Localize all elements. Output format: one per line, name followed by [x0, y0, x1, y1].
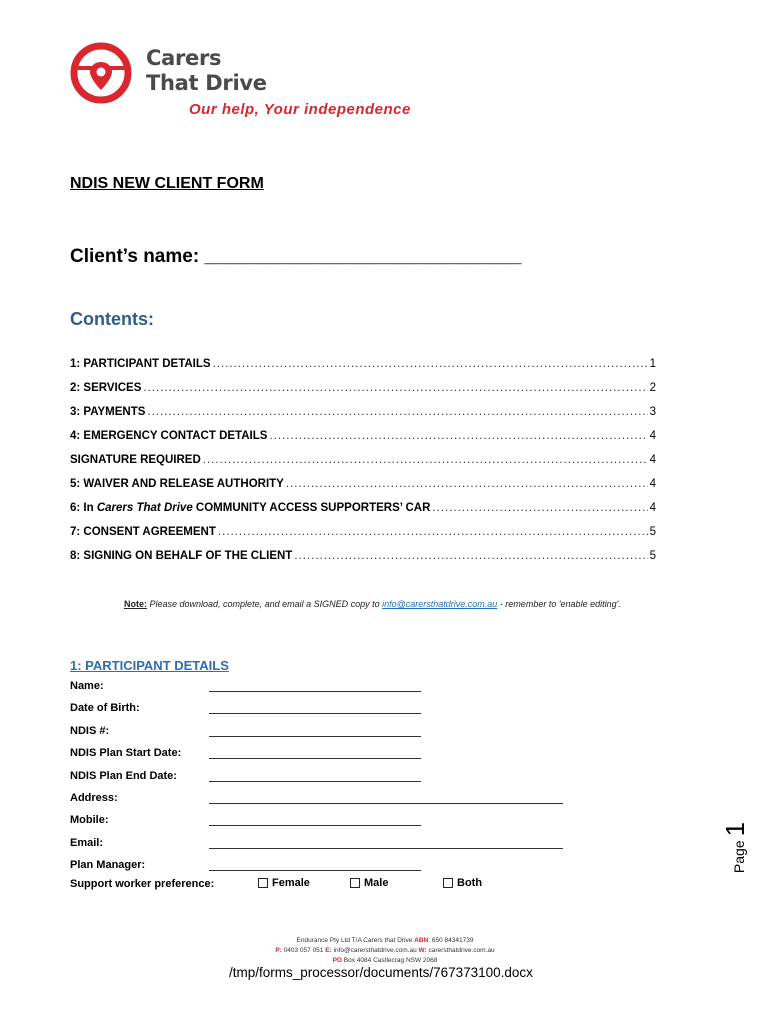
toc-item[interactable]: [70, 406, 656, 430]
phone-value: 0403 057 051: [281, 947, 326, 954]
toc-label: 8: SIGNING ON BEHALF OF THE CLIENT: [70, 550, 293, 562]
toc-item[interactable]: [70, 430, 656, 454]
option-male[interactable]: [350, 877, 388, 889]
option-label: Male: [364, 877, 389, 889]
field-label: Plan Manager:: [70, 859, 146, 872]
note-suffix: - remember to 'enable editing'.: [497, 599, 621, 609]
phone-label: P:: [275, 947, 282, 954]
toc-leader: [143, 382, 647, 394]
toc-page: 4: [649, 502, 656, 514]
toc-label-prefix: 6: In: [70, 502, 97, 514]
option-label: Female: [272, 877, 310, 889]
page-number-marker: [720, 820, 758, 874]
plan-start-input-line[interactable]: [209, 758, 421, 759]
po-label: PO: [332, 957, 342, 964]
field-label: Date of Birth:: [70, 702, 140, 715]
form-title: NDIS NEW CLIENT FORM: [70, 175, 264, 192]
footer-company: Endurance Pty Ltd T/A Carers that Drive: [296, 937, 415, 944]
participant-fields: [70, 677, 590, 879]
checkbox-icon[interactable]: [350, 878, 360, 888]
toc-item[interactable]: [70, 478, 656, 502]
option-label: Both: [457, 877, 483, 889]
logo-line-2: That Drive: [146, 71, 267, 95]
date-of-birth-input-line[interactable]: [209, 713, 421, 714]
instruction-note: [124, 599, 621, 609]
field-label: Email:: [70, 836, 104, 849]
checkbox-icon[interactable]: [258, 878, 268, 888]
toc-page: 4: [649, 478, 656, 490]
logo-line-1: Carers: [146, 46, 222, 70]
note-prefix: Note:: [124, 599, 147, 609]
toc-page: 5: [649, 526, 656, 538]
contents-heading: Contents:: [70, 309, 154, 329]
steering-wheel-pin-icon: [68, 40, 134, 106]
tagline: Our help, Your independence: [189, 101, 411, 118]
email-input-line[interactable]: [209, 848, 563, 849]
toc-page: 5: [649, 550, 656, 562]
name-input-line[interactable]: [209, 691, 421, 692]
toc-item[interactable]: [70, 550, 656, 574]
abn-value: : 650 84341739: [428, 937, 474, 944]
toc-label: 1: PARTICIPANT DETAILS: [70, 358, 211, 370]
toc-label: 3: PAYMENTS: [70, 406, 146, 418]
note-email-link[interactable]: info@carersthatdrive.com.au: [382, 599, 498, 609]
name-row: [70, 677, 590, 699]
email-value: info@carersthatdrive.com.au: [331, 947, 419, 954]
po-value: Box 4084 Castlecrag NSW 2068: [342, 957, 438, 964]
field-label: NDIS Plan End Date:: [70, 769, 177, 782]
table-of-contents: [70, 358, 656, 574]
toc-label-italic: Carers That Drive: [96, 502, 193, 514]
option-both[interactable]: [443, 877, 482, 889]
address-row: [70, 789, 590, 811]
plan-end-row: [70, 767, 590, 789]
plan-manager-input-line[interactable]: [209, 870, 421, 871]
mobile-input-line[interactable]: [209, 825, 421, 826]
plan-end-input-line[interactable]: [209, 781, 421, 782]
toc-label: 2: SERVICES: [70, 382, 142, 394]
toc-item[interactable]: [70, 382, 656, 406]
footer-line-1: [200, 936, 570, 946]
toc-label-suffix: COMMUNITY ACCESS SUPPORTERS’ CAR: [192, 502, 431, 514]
toc-label: 7: CONSENT AGREEMENT: [70, 526, 216, 538]
email-label: E:: [325, 947, 332, 954]
footer-line-2: [200, 946, 570, 956]
toc-page: 4: [649, 430, 656, 442]
client-name-field[interactable]: Client’s name: ______________________________: [70, 246, 522, 267]
date-of-birth-row: [70, 699, 590, 721]
toc-item[interactable]: [70, 358, 656, 382]
web-value: carersthatdrive.com.au: [426, 947, 495, 954]
toc-item[interactable]: [70, 454, 656, 478]
page-number: 1: [720, 821, 751, 837]
address-input-line[interactable]: [209, 803, 563, 804]
toc-leader: [203, 454, 648, 466]
logo-wordmark: [146, 46, 267, 96]
toc-page: 3: [649, 406, 656, 418]
option-female[interactable]: [258, 877, 310, 889]
field-label: Address:: [70, 791, 118, 804]
toc-label: SIGNATURE REQUIRED: [70, 454, 201, 466]
email-row: [70, 834, 590, 856]
toc-label: [70, 502, 430, 514]
toc-item[interactable]: [70, 502, 656, 526]
toc-leader: [218, 526, 648, 538]
field-label: NDIS #:: [70, 724, 110, 737]
toc-page: 2: [649, 382, 656, 394]
company-logo: [68, 40, 308, 106]
ndis-number-row: [70, 722, 590, 744]
footer: [200, 936, 570, 966]
toc-leader: [286, 478, 648, 490]
toc-item[interactable]: [70, 526, 656, 550]
support-worker-preference: [70, 876, 590, 896]
toc-label: 4: EMERGENCY CONTACT DETAILS: [70, 430, 268, 442]
toc-page: 4: [649, 454, 656, 466]
participant-details-heading: 1: PARTICIPANT DETAILS: [70, 658, 229, 673]
preference-label: Support worker preference:: [70, 878, 215, 890]
mobile-row: [70, 811, 590, 833]
toc-leader: [213, 358, 648, 370]
checkbox-icon[interactable]: [443, 878, 453, 888]
field-label: Name:: [70, 680, 104, 692]
toc-leader: [432, 502, 647, 514]
abn-label: ABN: [414, 937, 429, 944]
toc-leader: [269, 430, 647, 442]
page-word: Page: [731, 840, 748, 874]
file-path: /tmp/forms_processor/documents/767373100.docx: [229, 965, 533, 980]
toc-page: 1: [649, 358, 656, 370]
web-label: W:: [418, 947, 427, 954]
field-label: Mobile:: [70, 814, 109, 827]
plan-start-row: [70, 744, 590, 766]
toc-leader: [294, 550, 647, 562]
ndis-number-input-line[interactable]: [209, 736, 421, 737]
toc-label: 5: WAIVER AND RELEASE AUTHORITY: [70, 478, 284, 490]
field-label: NDIS Plan Start Date:: [70, 747, 182, 760]
note-text: Please download, complete, and email a SIGNED copy to: [147, 599, 383, 609]
toc-leader: [147, 406, 647, 418]
